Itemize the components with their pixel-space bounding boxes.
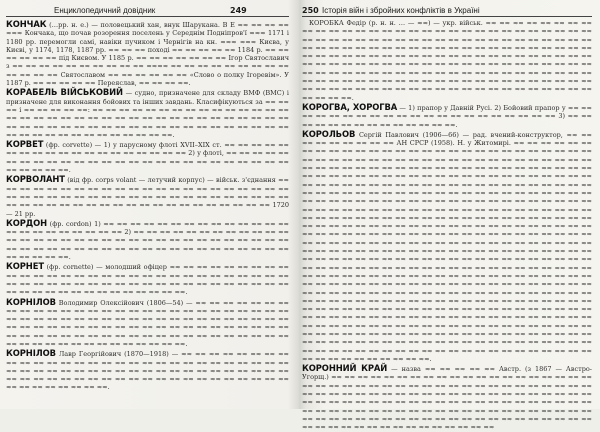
entry-text-line: ≈≈ ≈≈ ≈≈ ≈≈ ≈≈ ≈≈ ≈≈ ≈≈ ≈≈ ≈≈ ≈≈ ≈≈ ≈≈ ≈≈ ≈≈ ≈≈ ≈≈ ≈≈ ≈≈ ≈≈ ≈≈ [302, 188, 592, 206]
entry-headword: КОРНІЛОВ [6, 348, 56, 359]
dictionary-entry [6, 349, 289, 391]
entry-text-line: ≈≈ ≈≈ ≈≈ ≈≈ ≈≈ ≈≈ ≈≈ ≈≈ ≈≈ ≈≈ ≈≈ ≈≈ ≈≈ ≈≈ ≈≈ ≈≈. [6, 279, 289, 297]
entry-text-line: ≈≈ ≈≈ ≈≈ ≈≈ ≈≈ ≈≈ ≈≈ ≈≈ ≈≈ ≈≈ ≈≈ ≈≈ ≈≈ ≈≈ ≈≈ ≈≈ ≈≈ ≈≈ ≈≈ ≈≈ ≈≈ [315, 280, 592, 289]
entry-text-line: ≈≈ ≈≈ ≈≈ ≈≈ ≈≈ ≈≈ ≈≈ ≈≈ ≈≈ ≈≈ ≈≈ ≈≈ ≈≈ ≈≈ ≈≈ ≈≈ ≈≈ ≈≈ ≈≈ ≈≈ ≈≈ [302, 271, 592, 289]
entry-text-line: ≈≈ ≈≈ ≈≈ ≈≈ ≈≈ ≈≈ ≈≈ ≈≈ ≈≈ ≈≈ ≈≈ ≈≈ ≈≈ ≈≈ ≈≈ ≈≈ ≈≈ 2) у флоті, [6, 141, 289, 158]
left-page-text [6, 19, 289, 407]
left-header-rule [6, 16, 289, 17]
entry-text-line: ≈≈ ≈≈ ≈≈ ≈≈ ≈≈ ≈≈ ≈≈ ≈≈ ≈≈ ≈≈ ≈≈ ≈≈ ≈≈ ≈≈ ≈≈ ≈≈ ≈≈ ≈≈ ≈≈ ≈≈ ≈≈ [302, 60, 592, 77]
entry-text-line: ≈≈ ≈≈ ≈≈ ≈≈ ≈≈ ≈≈ ≈≈ ≈≈ ≈≈ ≈≈ ≈≈ ≈≈ ≈≈ ≈≈ ≈≈ ≈≈ ≈≈ ≈≈ ≈≈ ≈≈ ≈≈ [302, 52, 592, 69]
entry-text-line: 1720 — 21 рр. [6, 201, 289, 218]
entry-text-line: ≈≈ ≈≈ ≈≈ ≈≈ ≈≈ ≈≈ ≈≈ ≈≈ ≈≈ ≈≈ ≈≈ ≈≈ ≈≈ ≈≈ ≈≈ ≈≈ ≈≈ ≈≈ ≈≈ ≈≈ ≈≈ [302, 406, 592, 423]
entry-text-line: ≈≈ ≈≈ ≈≈ ≈≈ ≈≈ ≈≈ ≈≈ ≈≈ ≈≈ ≈≈ ≈≈ ≈≈ ≈≈ ≈≈ ≈≈ ≈≈ ≈≈ ≈≈ ≈≈ ≈≈ ≈≈ [302, 19, 592, 36]
entry-text-line: ≈≈ ≈≈ ≈≈ ≈≈ ≈≈ ≈≈ ≈≈ ≈≈ ≈≈. [6, 244, 289, 262]
entry-text-line: ≈≈ ≈≈ ≈≈ ≈≈ ≈≈ ≈≈ ≈≈ ≈≈ ≈≈ ≈≈ ≈≈ ≈≈ ≈≈ ≈≈ ≈≈ ≈≈ ≈≈ ≈≈ ≈≈ ≈≈ ≈≈ [302, 164, 592, 181]
entry-text-line: ≈≈ ≈≈ ≈≈ ≈≈ ≈≈ ≈≈ ≈≈ ≈≈ ≈≈ ≈≈ ≈≈ ≈≈ ≈≈ ≈≈ ≈≈ ≈≈ ≈≈ ≈≈ ≈≈ ≈≈ ≈≈ [302, 103, 592, 121]
entry-headword: КОРНЕТ [6, 261, 44, 272]
entry-text-line: ≈≈ ≈≈ ≈≈ ≈≈ ≈≈ ≈≈ ≈≈ ≈≈ ≈≈ ≈≈ ≈≈ ≈≈ ≈≈ ≈≈ ≈≈ ≈≈ ≈≈ ≈≈ ≈≈ ≈≈ ≈≈ [6, 350, 289, 367]
entry-text-line: ≈≈ ≈≈ ≈≈ ≈≈ ≈≈ ≈≈ ≈≈ ≈≈ ≈≈ ≈≈ ≈≈ ≈≈. [18, 130, 175, 139]
entry-text-line: ≈≈ ≈≈ ≈≈ ≈≈ ≈≈ ≈≈ ≈≈ ≈≈ ≈≈ ≈≈ ≈≈ ≈≈ ≈≈ ≈≈ ≈≈ ≈≈ ≈≈ ≈≈ ≈≈ ≈≈ ≈≈ [6, 263, 289, 280]
entry-text-line: ≈≈ ≈≈ 1184 р. ≈≈ ≈≈ ≈≈ ≈≈ ≈≈ ≈≈ під Києвом. У 1185 р. ≈≈ ≈≈ ≈≈ [6, 45, 289, 63]
entry-text-line: ≈≈≈ Кончака, що почав розорення поселень у Середнім Подніпров'ї [6, 29, 247, 38]
dictionary-entry [6, 262, 289, 296]
entry-text-line: ≈≈ ≈≈ ≈≈ ≈≈ ≈≈ ≈≈ ≈≈ ≈≈ ≈≈ ≈≈ ≈≈ ≈≈ ≈≈ ≈≈ ≈≈ ≈≈ ≈≈ ≈≈ ≈≈ ≈≈ ≈≈ [302, 288, 579, 297]
entry-text-line: ≈≈ ≈≈ ≈≈ ≈≈ Ігор Святославич з ≈≈ ≈≈ ≈≈ ≈≈ ≈≈ ≈≈ ≈≈ ≈≈ ≈≈ ≈≈ [6, 54, 289, 71]
entry-text-line: (від фр. corps volant — летучий корпус) — військ. з'єднання [67, 176, 276, 185]
entry-text-line: ≈≈ ≈≈ ≈≈ ≈≈ ≈≈ ≈≈ ≈≈ ≈≈ ≈≈ ≈≈ ≈≈ ≈≈ ≈≈ ≈≈ ≈≈ ≈≈ ≈≈ ≈≈ ≈≈ ≈≈ ≈≈ [302, 305, 593, 322]
entry-text-line: ≈≈ ≈≈ ≈≈ ≈≈ ≈≈ ≈≈ ≈≈ ≈≈ ≈≈ ≈≈ ≈≈ ≈≈ ≈≈ ≈≈ ≈≈ ≈≈ ≈≈ ≈≈ ≈≈ ≈≈ ≈≈ [302, 398, 592, 415]
entry-text-line: ≈≈ ≈≈ ≈≈ ≈≈ ≈≈ ≈≈ ≈≈ ≈≈ ≈≈ ≈≈ ≈≈ ≈≈ ≈≈ ≈≈ ≈≈ ≈≈ ≈≈ ≈≈ ≈≈ ≈≈ ≈≈ [302, 313, 592, 330]
dictionary-entry [302, 130, 592, 363]
entry-text-line: ≈≈ ≈≈ ≈≈ ≈≈ ≈≈ ≈≈ ≈≈ ≈≈ ≈≈ ≈≈ ≈≈ ≈≈ ≈≈ ≈≈ ≈≈ ≈≈ ≈≈ ≈≈ ≈≈ ≈≈ ≈≈ [302, 222, 592, 239]
entry-text-line: ≈≈ ≈≈ ≈≈ ≈≈ ≈≈ ≈≈ ≈≈ ≈≈ ≈≈. [6, 375, 289, 392]
entry-text-line: ≈≈ ≈≈ ≈≈ ≈≈ ≈≈ ≈≈ ≈≈ ≈≈ ≈≈ ≈≈ ≈≈ ≈≈ ≈≈ ≈≈ ≈≈ ≈≈ ≈≈ ≈≈ ≈≈ ≈≈ ≈≈ [302, 329, 592, 347]
entry-text-line: ≈≈ ≈≈ ≈≈ ≈≈ ≈≈ ≈≈ ≈≈ ≈≈ ≈≈ ≈≈ ≈≈ ≈≈ ≈≈ ≈≈ ≈≈ ≈≈ ≈≈ ≈≈ ≈≈ ≈≈ ≈≈ [302, 238, 592, 256]
entry-text-line: ≈≈ ≈≈ ≈≈ ≈≈ ≈≈ ≈≈ ≈≈ ≈≈ ≈≈ ≈≈ ≈≈ ≈≈ ≈≈ ≈≈ ≈≈ ≈≈ ≈≈ ≈≈ ≈≈ ≈≈ ≈≈ [302, 230, 592, 247]
right-page-text [302, 19, 593, 432]
entry-text-line: ≈≈ ≈≈ ≈≈ ≈≈ ≈≈ ≈≈ ≈≈ ≈≈ ≈≈ ≈≈ ≈≈ ≈≈ ≈≈ ≈≈ ≈≈ ≈≈ ≈≈ ≈≈ ≈≈ ≈≈ ≈≈ [302, 77, 592, 94]
dictionary-entry [6, 175, 289, 217]
right-page-header [302, 5, 592, 16]
entry-text-line: ≈≈ ≈≈ ≈≈ ≈≈ ≈≈ ≈≈ ≈≈ ≈≈ ≈≈ ≈≈ ≈≈ ≈≈ ≈≈ ≈≈ ≈≈ ≈≈ ≈≈ ≈≈ ≈≈ ≈≈ ≈≈ [302, 68, 592, 86]
entry-text-line: ≈≈ ≈≈ ≈≈ ≈≈ ≈≈ ≈≈ ≈≈ ≈≈ ≈≈ ≈≈ ≈≈ ≈≈ ≈≈ ≈≈ ≈≈ ≈≈ ≈≈ ≈≈ ≈≈ ≈≈ ≈≈ [302, 197, 592, 214]
entry-text-line: ≈≈ ≈≈ ≈≈ ≈≈ ≈≈ ≈≈ ≈≈ ≈≈ ≈≈ ≈≈ ≈≈ ≈≈ ≈≈ ≈≈ ≈≈ ≈≈ ≈≈ ≈≈ ≈≈ ≈≈ ≈≈ [6, 271, 289, 288]
entry-text-line: ≈≈ ≈≈ ≈≈ ≈≈ ≈≈ ≈≈ ≈≈ ≈≈ ≈≈ ≈≈ ≈≈ ≈≈ ≈≈ ≈≈ ≈≈ ≈≈ ≈≈ ≈≈ ≈≈ ≈≈ ≈≈ [6, 331, 289, 340]
entry-text-line: ≈≈ ≈≈ ≈≈ ≈≈ ≈≈ ≈≈ ≈≈ ≈≈ ≈≈ ≈≈ ≈≈ ≈≈ ≈≈ ≈≈ ≈≈ ≈≈ ≈≈ ≈≈ ≈≈ ≈≈ ≈≈ [302, 213, 592, 231]
right-page [302, 0, 593, 432]
entry-text-line: ≈≈ ≈≈ ≈≈ ≈≈ ≈≈ ≈≈ ≈≈ ≈≈ ≈≈ ≈≈ ≈≈ ≈≈ ≈≈ ≈≈ ≈≈ ≈≈ ≈≈ ≈≈ ≈≈ ≈≈ ≈≈ [302, 180, 592, 197]
dictionary-entry [302, 364, 592, 431]
entry-text-line: (фр. cordon) 1) ≈≈ ≈≈ ≈≈ ≈≈ ≈≈ ≈≈ ≈≈ ≈≈ ≈≈ ≈≈ ≈≈ ≈≈ [49, 219, 263, 228]
entry-text-line: — назва ≈≈ ≈≈ ≈≈ ≈≈ ≈≈ Австр. (з 1867 — Австро- [391, 365, 592, 374]
entry-text-line: ≈≈ ≈≈ ≈≈ ≈≈ ≈≈ ≈≈ ≈≈ ≈≈ ≈≈ ≈≈ ≈≈ ≈≈ ≈≈ ≈≈ ≈≈ ≈≈ ≈≈ ≈≈ ≈≈ ≈≈ ≈≈ [6, 306, 289, 315]
entry-text-line: ≈≈ ≈≈ ≈≈ ≈≈ ≈≈ ≈≈ ≈≈ ≈≈ ≈≈ ≈≈ ≈≈ 2) ≈≈ ≈≈ ≈≈ ≈≈ ≈≈ ≈≈ ≈≈ ≈≈ [6, 219, 289, 237]
entry-text-line: (фр. cornette) — молодший офіцер ≈≈ ≈≈ ≈≈ ≈≈ ≈≈ ≈≈ ≈≈ [46, 263, 262, 272]
entry-text-line: ≈≈ ≈≈ ≈≈ ≈≈ ≈≈ ≈≈ ≈≈ ≈≈ ≈≈. [6, 157, 289, 175]
entry-text-line: — 1) прапор у Давній Русі. 2) Бойовий прапор у [399, 103, 566, 112]
left-page [6, 0, 289, 409]
entry-text-line: ≈≈ ≈≈ ≈≈ ≈≈ ≈≈ ≈≈ ≈≈ ≈≈ ≈≈ ≈≈ ≈≈ ≈≈ ≈≈ ≈≈ ≈≈ ≈≈ ≈≈ ≈≈ ≈≈ ≈≈ ≈≈ [302, 381, 592, 399]
entry-text-line: ≈≈≈ Києва, у Києві, у 1174, 1178, 1187 рр. ≈≈ ≈≈ ≈≈ поході ≈≈ ≈≈ ≈≈ [6, 37, 289, 54]
entry-text-line: (…рр. н. е.) — половецький хан, внук Шарукана. В Е ≈≈ ≈≈ ≈≈ ≈≈ [49, 21, 289, 29]
entry-text-line: (фр. corvette) — 1) у парусному флоті XVII–XIX ст. ≈≈ ≈≈ [45, 141, 249, 150]
dictionary-entry [302, 103, 592, 129]
left-page-header [6, 5, 289, 16]
entry-text-line: ≈≈ ≈≈ ≈≈ ≈≈ ≈≈ ≈≈ ≈≈ ≈≈ ≈≈ ≈≈ ≈≈ ≈≈ ≈≈ ≈≈ ≈≈ ≈≈ ≈≈ ≈≈ ≈≈ ≈≈ ≈≈ [302, 35, 592, 52]
entry-text-line: ≈≈ ≈≈ ≈≈ ≈≈ ≈≈ ≈≈ ≈≈ ≈≈ ≈≈ ≈≈ ≈≈ ≈≈ ≈≈ ≈≈. [6, 339, 188, 348]
entry-text-line: ≈≈ ≈≈ ≈≈ ≈≈ ≈≈ ≈≈ ≈≈ ≈≈ ≈≈ ≈≈ ≈≈ ≈≈ ≈≈ ≈≈ ≈≈ ≈≈ ≈≈ ≈≈ ≈≈ ≈≈ ≈≈ [302, 247, 592, 264]
entry-text-line: і ≈≈ ≈≈ ≈≈ ≈≈ ≈≈: ≈≈ ≈≈ ≈≈ ≈≈ ≈≈ ≈≈ ≈≈ ≈≈ ≈≈ ≈≈ ≈≈ ≈≈ ≈≈ ≈≈ ≈≈ ≈≈ [6, 105, 289, 123]
entry-text-line: Угорщ.) ≈≈ ≈≈ ≈≈ ≈≈ ≈≈ ≈≈ ≈≈ ≈≈ ≈≈ ≈≈ ≈≈ ≈≈ ≈≈ ≈≈ ≈≈ ≈≈ ≈≈ ≈≈ ≈≈ [302, 373, 579, 382]
entry-headword: КОРДОН [6, 217, 48, 228]
entry-text-line: ≈≈ ≈≈ ≈≈ ≈≈ ≈≈ ≈≈ ≈≈ ≈≈ ≈≈ ≈≈ ≈≈ ≈≈ ≈≈ ≈≈ ≈≈ ≈≈ ≈≈ ≈≈ ≈≈ ≈≈ ≈≈ [302, 263, 593, 280]
entry-headword: КОРВЕТ [6, 139, 44, 150]
dictionary-entry [302, 19, 592, 102]
entry-text-line: ≈≈ ≈≈ ≈≈ ≈≈ ≈≈ ≈≈ ≈≈ ≈≈ ≈≈ ≈≈ ≈≈ ≈≈ ≈≈ ≈≈ ≈≈ ≈≈ ≈≈ ≈≈ ≈≈ ≈≈ ≈≈ [302, 321, 592, 338]
entry-text-line: ≈≈ ≈≈ ≈≈ ≈≈ ≈≈ ≈≈ ≈≈ ≈≈ ≈≈ ≈≈ ≈≈ ≈≈ ≈≈ ≈≈ ≈≈ ≈≈ ≈≈ ≈≈ ≈≈ ≈≈ ≈≈ [302, 205, 592, 222]
entry-text-line: і призначене для виконання бойових та інших завдань. Класифікуються за ≈≈ ≈≈ ≈≈ [6, 89, 289, 114]
entry-text-line: ≈≈ ≈≈ ≈≈ ≈≈ ≈≈ ≈≈ ≈≈ ≈≈ ≈≈ ≈≈ ≈≈ ≈≈ ≈≈ ≈≈ ≈≈ ≈≈ ≈≈ ≈≈ ≈≈ ≈≈ ≈≈ [6, 114, 289, 131]
entry-text-line: ≈≈ ≈≈ ≈≈ ≈≈ ≈≈ ≈≈ ≈≈ ≈≈ ≈≈ ≈≈ ≈≈ ≈≈ ≈≈ ≈≈ ≈≈ ≈≈ ≈≈ ≈≈ ≈≈ ≈≈ ≈≈ [302, 296, 592, 314]
entry-text-line: ≈≈ ≈≈ ≈≈ ≈≈ ≈≈ ≈≈ ≈≈ ≈≈ ≈≈ ≈≈ ≈≈ ≈≈ ≈≈ ≈≈ ≈≈ ≈≈ ≈≈ ≈≈ ≈≈ ≈≈ ≈≈ [6, 122, 289, 139]
entry-headword: КОРОЛЬОВ [302, 128, 356, 139]
entry-text-line: ≈≈ ≈≈ ≈≈ ≈≈ ≈≈ ≈≈ ≈≈ ≈≈ ≈≈ ≈≈ ≈≈ ≈≈ ≈≈ ≈≈ ≈≈ ≈≈ ≈≈ ≈≈ ≈≈ ≈≈ ≈≈ [6, 176, 289, 193]
left-page-number: 249 [230, 6, 247, 15]
entry-text-line: ≈≈ ≈≈ ≈≈ ≈≈ ≈≈ ≈≈ ≈≈ ≈≈ ≈≈ ≈≈ ≈≈ ≈≈ ≈≈ ≈≈ ≈≈ ≈≈ ≈≈ ≈≈ ≈≈ ≈≈ ≈≈ [302, 373, 592, 390]
entry-text-line: ≈≈≈ 1171 і 1180 рр. перемогли самі, навіки пучиком і Чернігів на кн. ≈≈≈ [6, 29, 289, 46]
dictionary-entry [6, 219, 289, 261]
entry-text-line: КОРОБКА Федір (р. н. н. … — ≈≈) — укр. військ. ≈≈ ≈≈ ≈≈ ≈≈ ≈≈ ≈≈ [309, 19, 565, 27]
entry-text-line: ≈≈ ≈≈ ≈≈ ≈≈ ≈≈ ≈≈ ≈≈ ≈≈ ≈≈ ≈≈ ≈≈ ≈≈ ≈≈ ≈≈ ≈≈ ≈≈ ≈≈ ≈≈ ≈≈ ≈≈ ≈≈ [6, 366, 289, 384]
entry-text-line: ≈≈ ≈≈ ≈≈ ≈≈ ≈≈ ≈≈ ≈≈ ≈≈ ≈≈ ≈≈ ≈≈ ≈≈ ≈≈ ≈≈ ≈≈ ≈≈ ≈≈ ≈≈ ≈≈ ≈≈ ≈≈ ≈≈ [6, 149, 290, 166]
right-header-rule [302, 16, 592, 17]
entry-text-line: ≈≈ ≈≈ ≈≈ ≈≈ ≈≈ ≈≈ ≈≈ ≈≈ ≈≈ ≈≈ ≈≈ ≈≈ ≈≈ ≈≈ ≈≈ ≈≈ ≈≈ ≈≈ ≈≈ ≈≈ ≈≈ [6, 228, 289, 245]
entry-text-line: ≈≈ ≈≈ ≈≈ ≈≈ ≈≈ ≈≈ ≈≈ ≈≈ ≈≈ ≈≈ ≈≈ ≈≈ ≈≈ ≈≈ ≈≈ ≈≈ ≈≈ ≈≈ ≈≈ ≈≈ ≈≈ [302, 172, 592, 189]
entry-text-line: ≈≈ ≈≈ ≈≈ ≈≈ ≈≈ ≈≈ ≈≈ ≈≈ ≈≈ ≈≈ ≈≈ ≈≈ ≈≈ ≈≈ ≈≈ ≈≈ ≈≈ ≈≈ ≈≈ ≈≈ ≈≈ [6, 323, 289, 332]
entry-text-line: Володимир Олексійович (1806—54) — ≈≈ ≈≈ ≈≈ ≈≈ ≈≈ ≈≈ ≈≈ [58, 298, 289, 307]
entry-headword: КОРВОЛАНТ [6, 174, 65, 185]
entry-text-line: ≈≈ ≈≈ ≈≈ ≈≈ ≈≈ ≈≈ ≈≈ ≈≈ ≈≈ ≈≈ ≈≈ ≈≈ ≈≈ ≈≈ ≈≈ ≈≈ ≈≈ ≈≈ ≈≈ ≈≈ ≈≈ [6, 192, 289, 210]
entry-text-line: Сергій Павлович (1906—66) — рад. вчений-конструктор, ≈≈ [358, 130, 578, 139]
entry-headword: КОРОННИЙ КРАЙ [302, 363, 388, 374]
entry-text-line: ≈≈ ≈≈ ≈≈ ≈≈ ≈≈ ≈≈ ≈≈ ≈≈ ≈≈ ≈≈ ≈≈ ≈≈ ≈≈ ≈≈. [302, 85, 592, 102]
right-page-running-title: Історія війн і збройних конфліктів в Україні [322, 6, 480, 15]
entry-text-line: ≈≈ ≈≈ ≈≈ ≈≈ ≈≈ ≈≈ ≈≈ ≈≈ ≈≈ ≈≈ ≈≈ ≈≈ ≈≈ ≈≈ ≈≈ ≈≈ ≈≈ ≈≈ ≈≈ ≈≈ ≈≈ [302, 255, 592, 272]
entry-text-line: ≈≈ ≈≈ ≈≈ ≈≈ ≈≈ ≈≈ ≈≈ ≈≈ ≈≈ ≈≈ ≈≈ ≈≈ ≈≈ ≈≈ ≈≈ ≈≈ ≈≈ ≈≈ ≈≈ ≈≈ ≈≈ [302, 338, 592, 355]
entry-text-line: ≈≈ ≈≈ ≈≈ «Слово о полку Ігоревім». У 1187 р. ≈≈ ≈≈ ≈≈ ≈≈ ≈≈ Переяслав, ≈≈ [6, 70, 289, 88]
entry-headword: КОРНІЛОВ [6, 296, 56, 307]
dictionary-entry [6, 140, 289, 174]
entry-text-line: ≈≈ ≈≈ ≈≈ ≈≈ ≈≈ ≈≈ ≈≈ ≈≈ ≈≈ ≈≈ ≈≈ ≈≈ ≈≈ ≈≈ ≈≈ ≈≈ ≈≈ ≈≈ ≈≈ ≈≈ ≈≈ [302, 27, 593, 44]
entry-text-line: ≈≈ ≈≈ ≈≈ ≈≈ ≈≈ ≈≈ ≈≈ ≈≈ ≈≈ ≈≈ ≈≈ ≈≈ ≈≈ ≈≈ ≈≈ ≈≈ ≈≈ ≈≈ ≈≈ ≈≈ ≈≈ [302, 390, 593, 407]
entry-text-line: ≈≈ ≈≈ ≈≈ ≈≈ ≈≈ ≈≈ ≈≈ ≈≈ ≈≈ ≈≈ ≈≈ ≈≈ ≈≈ ≈≈ ≈≈ ≈≈ ≈≈ ≈≈ ≈≈ ≈≈ ≈≈ [302, 139, 592, 156]
entry-text-line: ≈≈ ≈≈ ≈≈ ≈≈ ≈≈ ≈≈ ≈≈ ≈≈ ≈≈ ≈≈ ≈≈ ≈≈ ≈≈ ≈≈ ≈≈ ≈≈ ≈≈ ≈≈. [302, 346, 592, 363]
entry-text-line: ≈≈ ≈≈ ≈≈ ≈≈ ≈≈ ≈≈ ≈≈ ≈≈ ≈≈ ≈≈ ≈≈ ≈≈ ≈≈ ≈≈ ≈≈ ≈≈ ≈≈ ≈≈ ≈≈ ≈≈ ≈≈ [6, 358, 289, 375]
entry-headword: КОРОГВА, ХОРОГВА [302, 101, 398, 112]
entry-text-line: ≈≈ ≈≈ ≈≈ ≈≈ ≈≈ ≈≈ ≈≈ ≈≈ ≈≈ ≈≈ ≈≈ ≈≈ ≈≈ ≈≈ ≈≈ ≈≈ ≈≈ ≈≈ ≈≈ ≈≈ ≈≈ [302, 43, 592, 61]
right-page-number: 250 [302, 6, 319, 15]
entry-text-line: ≈≈ ≈≈ ≈≈ ≈≈ ≈≈ ≈≈ ≈≈ ≈≈ ≈≈ ≈≈ ≈≈ ≈≈ ≈≈ ≈≈ ≈≈ ≈≈ ≈≈ ≈≈ ≈≈ ≈≈ ≈≈ [6, 315, 289, 324]
entry-text-line: 3) ≈≈ ≈≈ ≈≈ ≈≈ ≈≈ ≈≈ ≈≈ ≈≈ ≈≈ ≈≈ ≈≈ ≈≈ ≈≈ ≈≈. [302, 112, 592, 129]
entry-text-line: ≈≈ ≈≈ ≈≈ ≈≈ ≈≈ ≈≈ ≈≈ ≈≈ ≈≈ ≈≈ ≈≈ ≈≈ ≈≈ ≈≈ ≈≈ ≈≈ ≈≈ ≈≈ ≈≈ ≈≈ ≈≈ [302, 155, 592, 173]
entry-text-line: ≈≈ ≈≈ ≈≈ ≈≈ ≈≈ ≈≈ ≈≈ ≈≈ ≈≈ ≈≈ ≈≈ ≈≈ ≈≈ ≈≈ ≈≈ ≈≈ ≈≈ ≈≈ ≈≈ ≈≈ ≈≈ [302, 414, 592, 432]
entry-text-line: ≈≈ ≈≈ ≈≈ ≈≈ ≈≈ ≈≈ ≈≈ ≈≈ ≈≈ ≈≈ ≈≈ ≈≈ ≈≈ ≈≈ ≈≈ ≈≈ ≈≈ ≈≈ ≈≈ ≈≈ ≈≈ [6, 236, 289, 253]
entry-text-line: ≈≈ ≈≈ ≈≈ ≈≈ ≈≈ ≈≈ ≈≈ ≈≈ ≈≈ ≈≈ ≈≈ ≈≈ ≈≈ ≈≈ ≈≈ ≈≈ ≈≈ ≈≈ ≈≈ ≈≈ ≈≈ [6, 184, 289, 201]
entry-text-line: ≈≈ ≈≈ ≈≈ ≈≈ ≈≈ ≈≈ ≈≈ ≈≈ ≈≈ ≈≈ ≈≈ ≈≈ ≈≈ ≈≈ ≈≈ ≈≈ ≈≈ ≈≈ ≈≈ ≈≈ ≈≈ [302, 288, 592, 305]
dictionary-entry [6, 298, 289, 349]
entry-text-line: Лавр Георгійович (1870—1918) — ≈≈ ≈≈ ≈≈ ≈≈ ≈≈ ≈≈ ≈≈ [58, 350, 276, 359]
entry-headword: КОНЧАК [6, 19, 47, 29]
entry-text-line: ≈≈ ≈≈ ≈≈. [151, 79, 191, 88]
entry-text-line: ≈≈ ≈≈ ≈≈ ≈≈ ≈≈ ≈≈ ≈≈ ≈≈ АН СРСР (1958). Н. у Житомирі. ≈≈ ≈≈ [302, 130, 593, 148]
left-page-running-title: Енциклопедичний довідник [54, 6, 156, 15]
dictionary-entry [6, 88, 289, 139]
entry-headword: КОРАБЕЛЬ ВІЙСЬКОВИЙ [6, 87, 123, 98]
dictionary-entry [6, 20, 289, 87]
entry-text-line: ≈≈≈≈ ≈≈ ≈≈ ≈≈ ≈≈ ≈≈ ≈≈ ≈≈ ≈≈ ≈≈ ≈≈ ≈≈ ≈≈ ≈≈ Святославом ≈≈ ≈≈ ≈≈ [6, 62, 289, 79]
entry-text-line: — судно, призначене для складу ВМФ (ВМС) [125, 89, 285, 98]
entry-text-line: ≈≈ ≈≈ ≈≈ ≈≈ ≈≈ ≈≈ ≈≈ ≈≈ ≈≈ ≈≈ ≈≈ ≈≈ ≈≈ ≈≈ ≈≈ ≈≈ ≈≈ ≈≈ ≈≈ ≈≈ ≈≈ [302, 147, 592, 164]
